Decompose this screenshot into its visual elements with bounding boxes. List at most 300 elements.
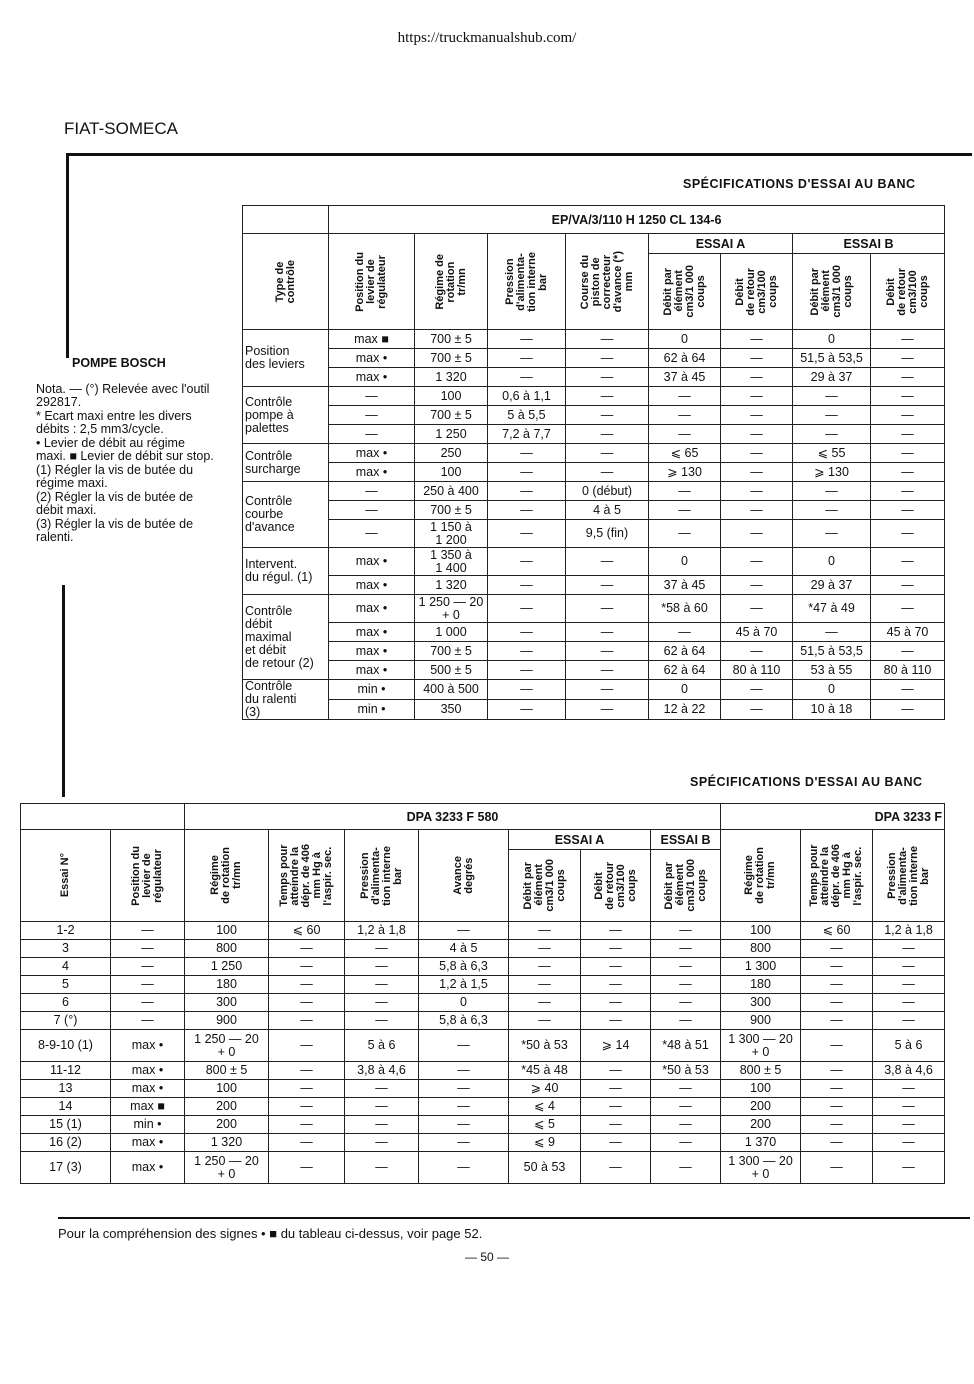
table-cell: — [873, 1152, 945, 1184]
table-cell: — [488, 548, 566, 576]
table-cell: — [873, 958, 945, 976]
note-line: (3) Régler la vis de butée de ralenti. [36, 516, 194, 544]
table-row [21, 1030, 945, 1062]
table-cell: 37 à 45 [649, 368, 721, 387]
table-cell: 800 ± 5 [185, 1062, 269, 1080]
header-cell [269, 830, 345, 922]
header-label: Régime de rotation tr/mn [743, 847, 778, 904]
table-cell: — [269, 958, 345, 976]
table-cell: 1,2 à 1,8 [345, 922, 419, 940]
table-cell: — [488, 680, 566, 700]
table-cell: max • [329, 576, 415, 595]
header-cell [509, 850, 581, 922]
test-number-cell: 7 (°) [21, 1012, 111, 1030]
header-label: Régime de rotation tr/mn [433, 253, 468, 310]
brand-title: FIAT-SOMECA [64, 119, 178, 138]
control-type-cell: Contrôle du ralenti (3) [243, 680, 329, 720]
header-label: Pression d'alimenta- tion interne bar [358, 845, 404, 906]
table-row [243, 661, 945, 680]
table-cell: — [793, 406, 871, 425]
table-cell: — [871, 595, 945, 623]
table-cell: *48 à 51 [651, 1030, 721, 1062]
bosch-spec-table [242, 205, 945, 720]
frame-left-line-lower [62, 585, 65, 797]
table-cell: 1 150 à 1 200 [415, 520, 488, 548]
table-cell: 350 [415, 700, 488, 720]
table-cell: 200 [721, 1098, 801, 1116]
table-cell: — [873, 976, 945, 994]
table-cell: — [651, 922, 721, 940]
table-cell: 5,8 à 6,3 [419, 958, 509, 976]
table-cell: — [329, 520, 415, 548]
table-cell: — [873, 994, 945, 1012]
test-number-cell: 6 [21, 994, 111, 1012]
table-cell: — [721, 576, 793, 595]
table-cell: — [566, 595, 649, 623]
table-cell: — [581, 958, 651, 976]
table-cell: 800 ± 5 [721, 1062, 801, 1080]
table-cell: 400 à 500 [415, 680, 488, 700]
table-row [21, 1116, 945, 1134]
table-cell: — [111, 958, 185, 976]
table-cell: — [566, 623, 649, 642]
header-cell [649, 254, 721, 330]
header-label: Temps pour atteindre la dépr. de 406 mm Hg à l'aspir. sec. [808, 843, 865, 908]
table-cell: — [345, 958, 419, 976]
table-cell: 1 320 [415, 368, 488, 387]
table-cell: — [419, 1098, 509, 1116]
table-cell: *50 à 53 [651, 1062, 721, 1080]
table-cell: 80 à 110 [721, 661, 793, 680]
table-cell: 51,5 à 53,5 [793, 349, 871, 368]
table-cell: — [649, 623, 721, 642]
header-label: Débit par élément cm3/1 000 coups [661, 265, 707, 318]
header-label: Type de contrôle [273, 259, 297, 304]
table-cell: 45 à 70 [721, 623, 793, 642]
table-cell: — [566, 406, 649, 425]
table-cell: — [566, 330, 649, 349]
test-number-cell: 16 (2) [21, 1134, 111, 1152]
table-cell: — [721, 425, 793, 444]
table-cell: — [871, 349, 945, 368]
table-cell: — [871, 444, 945, 463]
table-cell: — [488, 349, 566, 368]
table-cell: — [488, 576, 566, 595]
table-cell: 0,6 à 1,1 [488, 387, 566, 406]
table-row [21, 1062, 945, 1080]
table-cell: ⩽ 55 [793, 444, 871, 463]
test-number-cell: 17 (3) [21, 1152, 111, 1184]
table-cell: — [345, 940, 419, 958]
table-cell: — [873, 1080, 945, 1098]
table-cell: — [649, 501, 721, 520]
notes-block [36, 357, 214, 545]
table-cell: — [581, 1080, 651, 1098]
table-cell: 3,8 à 4,6 [345, 1062, 419, 1080]
table-cell: — [419, 1030, 509, 1062]
table-cell: ⩽ 4 [509, 1098, 581, 1116]
header-label: Course du piston de correcteur d'avance (*) mm [578, 250, 635, 313]
table-cell: — [566, 444, 649, 463]
table-cell: 100 [415, 463, 488, 482]
table-cell: — [269, 1152, 345, 1184]
table-cell: 50 à 53 [509, 1152, 581, 1184]
table-cell: — [419, 1134, 509, 1152]
table-cell: 62 à 64 [649, 661, 721, 680]
table-cell: 100 [721, 1080, 801, 1098]
table-cell: — [111, 976, 185, 994]
header-label: Pression d'alimenta- tion interne bar [503, 251, 549, 312]
note-line: Nota. — (°) Relevée avec l'outil 292817. [36, 381, 210, 409]
header-label: Avance degrés [451, 856, 475, 895]
header-label: Essai N° [59, 853, 71, 898]
table-cell: — [871, 520, 945, 548]
table-cell: ⩽ 65 [649, 444, 721, 463]
header-label: Temps pour atteindre la dépr. de 406 mm Hg à l'aspir. sec. [278, 843, 334, 908]
note-line: • Levier de débit au régime maxi. ■ Levier de débit sur stop. [36, 435, 214, 463]
pump-model-a: DPA 3233 F 580 [185, 804, 721, 830]
table-cell: — [721, 406, 793, 425]
table-cell: — [269, 1116, 345, 1134]
table-cell: — [649, 520, 721, 548]
table-cell: — [721, 595, 793, 623]
table-cell: max • [111, 1062, 185, 1080]
table-cell: — [721, 387, 793, 406]
table-row [21, 976, 945, 994]
table-cell: — [721, 349, 793, 368]
table-cell: — [329, 406, 415, 425]
essai-a-header: ESSAI A [649, 234, 793, 254]
table-cell: — [419, 1062, 509, 1080]
table-cell: — [566, 700, 649, 720]
header-label: Position du levier de régulateur [354, 251, 388, 312]
table-cell: max • [329, 623, 415, 642]
table-cell: — [793, 387, 871, 406]
table-cell: — [871, 700, 945, 720]
header-label: Position du levier de régulateur [130, 845, 164, 906]
header-cell [21, 830, 111, 922]
table-cell: 1 250 [415, 425, 488, 444]
table-cell: — [419, 922, 509, 940]
table-cell: — [488, 642, 566, 661]
table-cell: — [269, 994, 345, 1012]
table-cell: — [269, 940, 345, 958]
table-cell: 29 à 37 [793, 576, 871, 595]
table-row [243, 520, 945, 548]
table-cell: — [581, 1134, 651, 1152]
table-cell: — [721, 520, 793, 548]
table-row [243, 330, 945, 349]
table-cell: — [801, 1062, 873, 1080]
control-type-cell: Intervent. du régul. (1) [243, 548, 329, 595]
table-cell: — [649, 482, 721, 501]
table-cell: — [801, 1134, 873, 1152]
table-cell: max • [111, 1134, 185, 1152]
section-title-1: SPÉCIFICATIONS D'ESSAI AU BANC [683, 177, 916, 191]
pump-model: EP/VA/3/110 H 1250 CL 134-6 [329, 206, 945, 234]
table-cell: — [269, 976, 345, 994]
table-cell: — [873, 1012, 945, 1030]
header-label: Régime de rotation tr/mn [209, 847, 243, 904]
table-cell: — [873, 1134, 945, 1152]
table-cell: — [721, 700, 793, 720]
table-row [243, 482, 945, 501]
table-cell: *47 à 49 [793, 595, 871, 623]
table-cell: 250 [415, 444, 488, 463]
table-cell: — [721, 642, 793, 661]
control-type-cell: Contrôle débit maximal et débit de retour (2) [243, 595, 329, 680]
table-cell: — [721, 330, 793, 349]
table-cell: 0 [793, 330, 871, 349]
table-cell: — [651, 1098, 721, 1116]
notes-title: POMPE BOSCH [72, 356, 166, 370]
table-cell: — [509, 994, 581, 1012]
table-row [21, 1134, 945, 1152]
table-row [21, 1098, 945, 1116]
table-row [21, 1152, 945, 1184]
table-cell: — [566, 548, 649, 576]
header-label: Débit par élément cm3/1 000 coups [662, 859, 708, 912]
table-cell: 0 [419, 994, 509, 1012]
table-cell: 900 [185, 1012, 269, 1030]
table-cell: 45 à 70 [871, 623, 945, 642]
table-row [243, 501, 945, 520]
table-cell: — [345, 1116, 419, 1134]
table-cell: — [488, 501, 566, 520]
table-cell: — [793, 425, 871, 444]
table-cell: — [801, 1098, 873, 1116]
page-number: — 50 — [464, 1250, 509, 1264]
table-cell: 1 320 [415, 576, 488, 595]
table-cell: — [111, 1012, 185, 1030]
table-cell: — [345, 1012, 419, 1030]
header-label: Pression d'alimenta- tion interne bar [885, 845, 931, 906]
table-row [243, 548, 945, 576]
table-cell: — [581, 922, 651, 940]
table-cell: — [871, 425, 945, 444]
table-cell: — [111, 940, 185, 958]
table-row [21, 1012, 945, 1030]
table-cell: — [581, 1062, 651, 1080]
table-cell: — [871, 406, 945, 425]
table-cell: — [345, 994, 419, 1012]
footer-rule [58, 1217, 970, 1219]
note-line: * Ecart maxi entre les divers débits : 2,5 mm3/cycle. [36, 408, 192, 436]
table-cell: — [871, 576, 945, 595]
table-cell: 100 [415, 387, 488, 406]
table-row [243, 623, 945, 642]
table-cell: max ■ [329, 330, 415, 349]
table-cell: 0 [793, 680, 871, 700]
table-cell: — [329, 387, 415, 406]
table-cell: 80 à 110 [871, 661, 945, 680]
table-cell: — [566, 680, 649, 700]
table-cell: 500 ± 5 [415, 661, 488, 680]
table-cell: — [509, 976, 581, 994]
source-url[interactable]: https://truckmanualshub.com/ [397, 30, 577, 46]
table-cell: — [871, 642, 945, 661]
table-cell: 0 [649, 680, 721, 700]
table-cell: — [509, 922, 581, 940]
table-cell: — [269, 1098, 345, 1116]
table-cell: — [488, 595, 566, 623]
footer-note: Pour la compréhension des signes • ■ du tableau ci-dessus, voir page 52. [58, 1226, 483, 1241]
table-cell: — [111, 994, 185, 1012]
table-cell: 5 à 5,5 [488, 406, 566, 425]
table-cell: — [871, 368, 945, 387]
table-cell: 300 [721, 994, 801, 1012]
table-cell: — [488, 700, 566, 720]
table-cell: 0 (début) [566, 482, 649, 501]
test-number-cell: 15 (1) [21, 1116, 111, 1134]
header-cell [415, 234, 488, 330]
control-type-cell: Contrôle surcharge [243, 444, 329, 482]
table-cell: — [721, 680, 793, 700]
table-cell: — [871, 501, 945, 520]
table-cell: — [488, 623, 566, 642]
table-cell: — [651, 1134, 721, 1152]
table-cell: — [509, 940, 581, 958]
table-cell: max • [111, 1152, 185, 1184]
table-cell: — [566, 463, 649, 482]
table-cell: 10 à 18 [793, 700, 871, 720]
table-cell: — [329, 501, 415, 520]
table-row [243, 425, 945, 444]
control-type-cell: Position des leviers [243, 330, 329, 387]
table-cell: — [488, 661, 566, 680]
table-row [243, 463, 945, 482]
table-cell: — [566, 661, 649, 680]
table-cell: — [871, 680, 945, 700]
header-cell [566, 234, 649, 330]
table-cell: 4 à 5 [566, 501, 649, 520]
table-cell: — [581, 940, 651, 958]
test-number-cell: 11-12 [21, 1062, 111, 1080]
essai-b-header: ESSAI B [651, 830, 721, 850]
table-cell: — [873, 940, 945, 958]
control-type-cell: Contrôle courbe d'avance [243, 482, 329, 548]
table-cell: — [649, 406, 721, 425]
table-cell: 1,2 à 1,5 [419, 976, 509, 994]
header-label: Débit de retour cm3/100 coups [733, 267, 779, 316]
table-cell: 9,5 (fin) [566, 520, 649, 548]
table-cell: 1 250 [185, 958, 269, 976]
table-cell: — [345, 1080, 419, 1098]
table-cell: — [269, 1012, 345, 1030]
table-cell: 1 370 [721, 1134, 801, 1152]
table-cell: min • [111, 1116, 185, 1134]
table-cell: — [801, 1012, 873, 1030]
table-cell: 1 250 — 20 + 0 [185, 1030, 269, 1062]
table-cell: 29 à 37 [793, 368, 871, 387]
table-cell: — [581, 1098, 651, 1116]
table-cell: — [721, 368, 793, 387]
table-cell: — [651, 1116, 721, 1134]
table-cell: — [801, 1152, 873, 1184]
table-cell: — [581, 976, 651, 994]
table-cell: 62 à 64 [649, 349, 721, 368]
table-cell: — [793, 520, 871, 548]
table-row [21, 958, 945, 976]
table-cell: — [651, 976, 721, 994]
table-cell: 700 ± 5 [415, 406, 488, 425]
table-cell: min • [329, 680, 415, 700]
table-cell: — [581, 1012, 651, 1030]
table-cell: max • [329, 595, 415, 623]
table-cell: max • [329, 368, 415, 387]
table-cell: — [801, 958, 873, 976]
table-cell: 7,2 à 7,7 [488, 425, 566, 444]
table-cell: — [651, 1012, 721, 1030]
header-label: Débit de retour cm3/100 coups [884, 267, 930, 316]
test-number-cell: 13 [21, 1080, 111, 1098]
table-cell: — [651, 958, 721, 976]
table-cell: max • [111, 1080, 185, 1098]
table-cell: *58 à 60 [649, 595, 721, 623]
table-cell: — [651, 1152, 721, 1184]
table-cell: — [488, 463, 566, 482]
table-row [243, 387, 945, 406]
table-cell: 1 320 [185, 1134, 269, 1152]
table-cell: — [566, 387, 649, 406]
table-cell: — [651, 940, 721, 958]
table-row [21, 1080, 945, 1098]
table-cell: 300 [185, 994, 269, 1012]
table-cell: — [873, 1098, 945, 1116]
table-cell: 700 ± 5 [415, 349, 488, 368]
table-cell: — [793, 482, 871, 501]
pump-model-b: DPA 3233 F [721, 804, 945, 830]
test-number-cell: 3 [21, 940, 111, 958]
table-cell: 800 [721, 940, 801, 958]
dpa-spec-table [20, 803, 945, 1184]
table-cell: — [488, 444, 566, 463]
table-cell: 5,8 à 6,3 [419, 1012, 509, 1030]
table-cell: 700 ± 5 [415, 501, 488, 520]
header-cell [581, 850, 651, 922]
table-cell: — [419, 1080, 509, 1098]
table-row [243, 642, 945, 661]
table-row [243, 368, 945, 387]
table-cell: max • [329, 349, 415, 368]
header-cell [345, 830, 419, 922]
table-row [243, 700, 945, 720]
table-cell: max • [329, 444, 415, 463]
table-cell: 1 300 [721, 958, 801, 976]
header-cell [801, 830, 873, 922]
table-row [243, 444, 945, 463]
table-cell: — [329, 482, 415, 501]
table-cell: *50 à 53 [509, 1030, 581, 1062]
table-cell: — [581, 1152, 651, 1184]
table-cell: — [269, 1134, 345, 1152]
table-cell: — [566, 425, 649, 444]
table-cell: ⩽ 60 [269, 922, 345, 940]
header-label: Débit de retour cm3/100 coups [592, 861, 638, 910]
table-cell: ⩽ 9 [509, 1134, 581, 1152]
table-cell: — [488, 368, 566, 387]
table-row [243, 576, 945, 595]
table-cell: — [566, 576, 649, 595]
table-row [21, 940, 945, 958]
table-row [243, 595, 945, 623]
table-cell: — [488, 482, 566, 501]
table-cell: — [566, 642, 649, 661]
frame-left-line [66, 153, 69, 358]
table-cell: max • [329, 642, 415, 661]
table-cell: ⩾ 130 [649, 463, 721, 482]
essai-b-header: ESSAI B [793, 234, 945, 254]
